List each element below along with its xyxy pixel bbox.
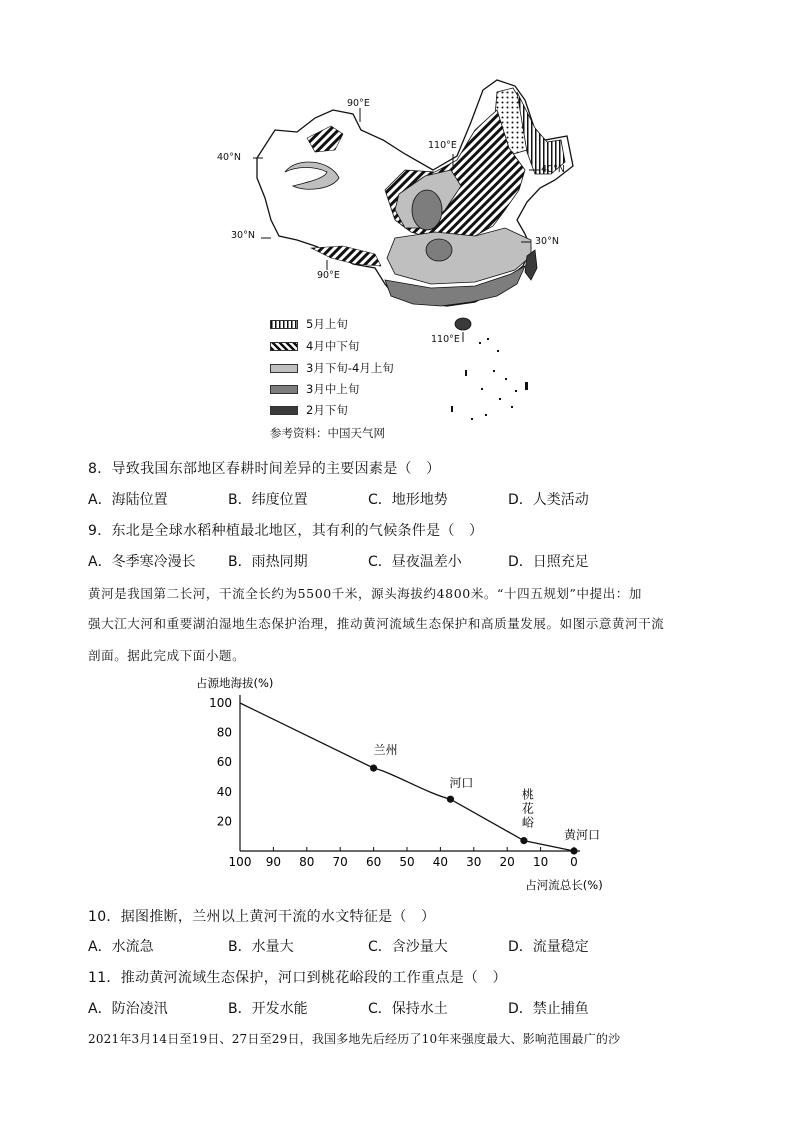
legend-swatch-diagonal [270,342,298,351]
q8-option-a[interactable]: A．海陆位置 [88,492,168,508]
q8-option-d[interactable]: D．人类活动 [508,492,589,508]
station-point [570,847,577,854]
map-source: 参考资料：中国天气网 [270,426,385,440]
region-medium-gray-south [426,239,452,261]
x-tick-label: 20 [499,855,515,869]
passage-bottom-line: 2021年3月14日至19日、27日至29日，我国多地先后经历了10年来强度最大、影响范围最广的沙 [88,1032,621,1046]
south-china-sea-islands [451,338,528,420]
x-tick-label: 40 [432,855,449,869]
legend-swatch-vertical [270,320,298,329]
y-tick-label: 80 [216,725,232,740]
q10-option-b[interactable]: B．水量大 [228,939,294,955]
station-label-river-mouth: 黄河口 [563,828,601,842]
station-label-taohuayu-char2: 花 [521,801,534,816]
legend-item-may-early [270,317,348,331]
y-tick-label: 60 [216,755,232,770]
q8-option-b[interactable]: B．纬度位置 [228,492,308,508]
station-label-taohuayu-char3: 峪 [521,815,534,830]
legend-label: 3月中上旬 [306,382,360,396]
x-axis-label: 占河流总长(%) [525,878,603,892]
passage-line-3: 剖面。据此完成下面小题。 [88,648,246,663]
profile-chart-svg [192,674,612,896]
y-tick-label: 20 [216,814,232,829]
q11-option-d[interactable]: D．禁止捕鱼 [508,1001,589,1017]
yellow-river-profile-chart [192,674,612,896]
q10-option-a[interactable]: A．水流急 [88,939,154,955]
x-tick-label: 10 [532,855,549,869]
q9-option-d[interactable]: D．日照充足 [508,554,589,570]
legend-label: 3月下旬-4月上旬 [306,361,394,375]
x-tick-label: 100 [228,855,252,869]
q9-option-c[interactable]: C．昼夜温差小 [368,554,462,570]
y-axis-label: 占源地海拔(%) [196,676,274,690]
q9-option-b[interactable]: B．雨热同期 [228,554,308,570]
label-40n-right: 40°N [541,164,565,175]
station-point [520,837,527,844]
label-30n-left: 30°N [231,230,255,241]
x-tick-label: 0 [570,855,578,869]
station-label-hekou: 河口 [449,776,474,791]
x-tick-label: 50 [399,855,415,869]
legend-item-february-late [270,403,348,417]
x-tick-label: 60 [365,855,382,869]
passage-line-1: 黄河是我国第二长河，干流全长约为5500千米，源头海拔约4800米。“十四五规划”中提出：加 [88,586,643,601]
label-90e-top: 90°E [347,98,370,109]
station-point [370,765,377,772]
q11-option-a[interactable]: A．防治凌汛 [88,1001,168,1017]
q8-option-c[interactable]: C．地形地势 [368,492,448,508]
y-tick-label: 40 [216,784,232,799]
x-tick-label: 70 [332,855,348,869]
question-8: 8．导致我国东部地区春耕时间差异的主要因素是（ ） [88,461,441,477]
station-point [447,796,454,803]
legend-item-march-late-april-early [270,361,394,375]
legend-label: 4月中下旬 [306,339,360,353]
q11-option-c[interactable]: C．保持水土 [368,1001,448,1017]
x-tick-label: 30 [466,855,482,869]
q11-option-b[interactable]: B．开发水能 [228,1001,308,1017]
q10-option-d[interactable]: D．流量稳定 [508,939,589,955]
legend-label: 2月下旬 [306,403,348,417]
label-110e-bottom: 110°E [431,334,460,345]
y-tick-label: 100 [209,696,232,710]
question-9: 9．东北是全球水稻种植最北地区，其有利的气候条件是（ ） [88,523,484,539]
legend-item-march-early-mid [270,382,359,396]
x-tick-label: 80 [299,855,315,869]
legend-label: 5月上旬 [306,317,348,331]
q10-option-c[interactable]: C．含沙量大 [368,939,448,955]
station-label-taohuayu-char1: 桃 [521,787,534,802]
label-110e-top: 110°E [428,140,457,151]
region-hainan [455,318,471,330]
legend-item-april-mid-late [270,339,359,353]
legend-swatch-dark-gray [270,406,298,415]
x-tick-label: 90 [265,855,282,869]
label-40n-left: 40°N [217,152,241,163]
region-medium-gray-north [412,190,442,230]
label-30n-right: 30°N [535,236,559,247]
label-90e-bottom: 90°E [317,270,340,281]
legend-swatch-light-gray [270,364,298,373]
passage-line-2: 强大江大河和重要湖泊湿地生态保护治理，推动黄河流域生态保护和高质量发展。如图示意黄河干流 [88,616,665,631]
station-label-lanzhou: 兰州 [373,743,398,758]
question-11: 11．推动黄河流域生态保护，河口到桃花峪段的工作重点是（ ） [88,970,507,986]
legend-swatch-medium-gray [270,385,298,394]
q9-option-a[interactable]: A．冬季寒冷漫长 [88,554,196,570]
question-10: 10．据图推断，兰州以上黄河干流的水文特征是（ ） [88,909,436,925]
